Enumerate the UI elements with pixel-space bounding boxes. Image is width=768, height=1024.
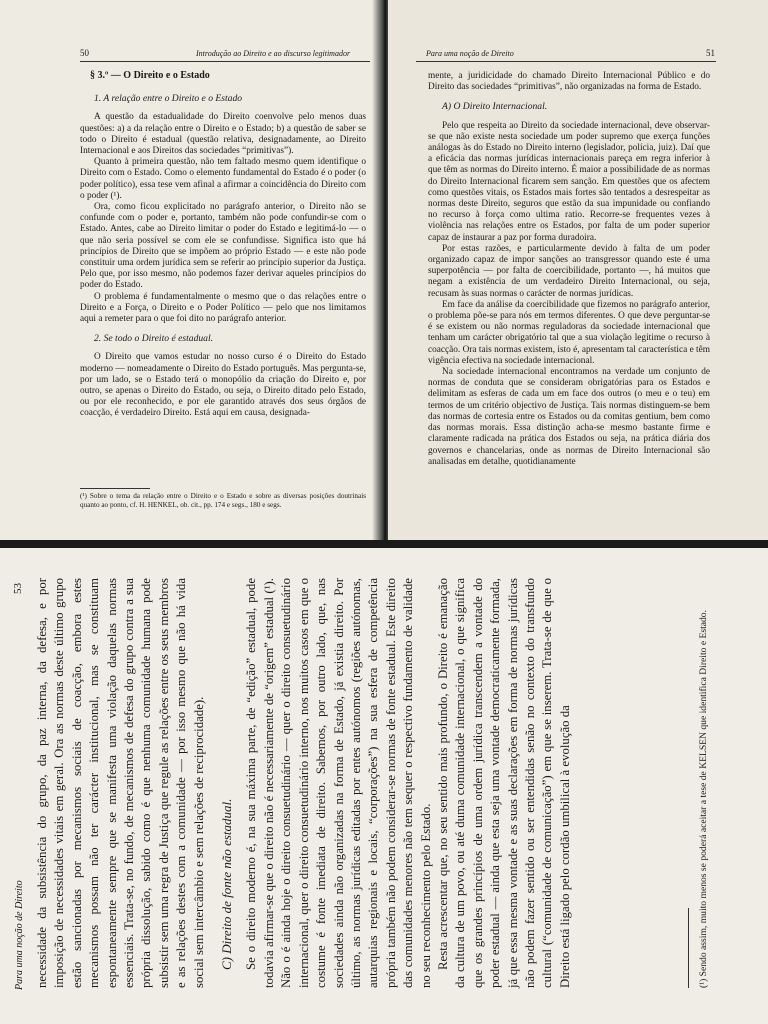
paragraph: A questão da estadualidade do Direito coenvolve pelo menos duas questões: a) a da relação entre o Direito e o Estado; b) a questão de saber se todo o Direito é estadual (questão relativa, designadamente, ao Direito Internacional e aos Direitos das sociedades “primitivas”).: [80, 112, 366, 157]
section-title: § 3.º — O Direito e o Estado: [90, 70, 210, 81]
running-head: Para uma noção de Direito: [14, 880, 25, 990]
footnote-rule: [80, 488, 150, 489]
page-number: 53: [12, 583, 24, 594]
header-rule: [80, 61, 370, 62]
paragraph: Por estas razões, e particularmente devido à falta de um poder organizado capaz de impor sanções ao transgressor quando este é uma superpotência — por falta de coercibilidade, portanto —, há muitos que negam a existência de um verdadeiro Direito Internacional, ou seja, recusam às suas normas o carácter de normas jurídicas.: [428, 243, 710, 299]
paragraph: Quanto à primeira questão, não tem faltado mesmo quem identifique o Direito com o Estado. Como o elemento fundamental do Estado é o poder (o poder político), essa tese vem afinal a afirmar a coincidência do Direito com o poder (¹).: [80, 157, 366, 201]
page-number: 50: [80, 48, 89, 58]
paragraph: mente, a juridicidade do chamado Direito Internacional Público e do Direito das sociedades “primitivas”, não organizadas na forma de Estado.: [428, 71, 710, 93]
text-column: [34, 578, 574, 988]
page-number: 51: [706, 48, 715, 58]
page-51: [388, 0, 768, 548]
subsection-title: A) O Direito Internacional.: [442, 101, 548, 113]
paragraph: Resta acrescentar que, no seu sentido mais profundo, o Direito é emanação da cultura de um povo, ou até duma comunidade internacional, o que significa que os grandes princípios de uma ordem jurídica transcendem a vontade do poder estadual — ainda que esta seja uma vontade democraticamente formada, já que essa mesma vontade e as suas declarações em forma de normas jurídicas não podem fazer sentido ou ser entendidas senão no contexto do transfundo cultural (“comunidade de comunicação”) em que se inserem. Trata-se de que o Direito está ligado pelo cordão umbilical à evolução da: [435, 578, 572, 988]
paragraph: Ora, como ficou explicitado no parágrafo anterior, o Direito não se confunde com o poder e, portanto, também não pode confundir-se com o Estado. Antes, cabe ao Direito limitar o poder do Estado e legitimá-lo — o que não seria possível se com ele se confundisse. Significa isto que há princípios de Direito que se impõem ao próprio Estado — e este não pode constituir uma ordem jurídica sem se referir ao princípio superior da Justiça. Pelo que, por isso mesmo, não podemos fazer derivar aqueles princípios do poder do Estado.: [80, 202, 366, 291]
subsection-title: 2. Se todo o Direito é estadual.: [94, 333, 214, 345]
text-column: [80, 70, 366, 420]
page-53: [0, 548, 768, 1024]
subsection-title: C) Direito de fonte não estadual.: [219, 798, 235, 970]
paragraph: Na sociedade internacional encontramos na verdade um conjunto de normas de conduta que se consideram obrigatórias para os Estados e delimitam as esferas de cada um em face dos outros (o meu e o teu) em termos de um critério objectivo de Justiça. Tais normas distinguem-se bem das normas de cortesia entre os Estados ou da comitas gentium, bem como das normas morais. Essa distinção acha-se mesmo bastante firme e claramente radicada na prática dos Estados ou seja, na prática diária dos governos e chancelarias, onde as normas de Direito Internacional são analisadas em detalhe, quotidianamente: [428, 367, 710, 467]
rotated-page: [0, 548, 768, 1024]
subsection-title: 1. A relação entre o Direito e o Estado: [94, 93, 243, 105]
paragraph: O Direito que vamos estudar no nosso curso é o Direito do Estado moderno — nomeadamente o Direito do Estado português. Mas pergunta-se, por um lado, se o Estado terá o monopólio da criação do Direito e, por outro, se apenas o Direito do Estado, ou seja, o Direito ditado pelo Estado, ou por ele reconhecido, e por ele garantido através dos seus órgãos de coacção, é verdadeiro Direito. Está aqui em causa, designada-: [80, 352, 366, 419]
footnote: (¹) Sendo assim, muito menos se poderá aceitar a tese de KELSEN que identifica Direito e Estado.: [698, 610, 709, 988]
header-rule: [416, 61, 716, 62]
paragraph: Pelo que respeita ao Direito da sociedade internacional, deve observar-se que não existe nesta sociedade um poder supremo que exerça funções análogas às do Estado no Direito interno (legislador, polícia, juiz). Daí que a eficácia das normas jurídicas internacionais pareça em regra inferior à que têm as normas do Direito interno. É maior a possibilidade de as normas do Direito Internacional ficarem sem sanção. Em questões que os afectem como questões vitais, os Estados mais fortes são tentados a desrespeitar as normas deste Direito, seguros que estão da sua impunidade ou confiando no recurso à força como ultima ratio. Recorre-se frequentes vezes à violência nas relações entre os Estados, por falta de um poder superior capaz de instaurar a paz por forma duradoira.: [428, 120, 710, 243]
text-column: [428, 71, 710, 468]
running-head: Introdução ao Direito e ao discurso legitimador: [196, 49, 351, 58]
paragraph: O problema é fundamentalmente o mesmo que o das relações entre o Direito e a Força, o Direito e o Poder Político — pelo que nos limitamos aqui a remeter para o que foi dito no parágrafo anterior.: [80, 291, 366, 325]
footnote-rule: [688, 908, 689, 988]
footnote: (¹) Sobre o tema da relação entre o Direito e o Estado e sobre as diversas posições doutrinais quanto ao ponto, cf. H. HENKEL, ob. cit., pp. 174 e segs., 180 e segs.: [80, 492, 366, 509]
paragraph: Em face da análise da coercibilidade que fizemos no parágrafo anterior, o problema põe-se para nós em termos diferentes. O que deve perguntar-se é se existem ou não normas reguladoras da sociedade internacional que tenham um carácter obrigatório tal que a sua violação legitime o recurso à coacção. Ora tais normas existem, isto é, apresentam tal característica e têm vigência efectiva na sociedade internacional.: [428, 299, 710, 366]
paragraph: Se o direito moderno é, na sua máxima parte, de “edição” estadual, pode todavia afirmar-se que o direito não é necessariamente de “origem” estadual (¹). Não o é ainda hoje o direito consuetudinário — quer o direito consuetudinário internacional, quer o direito consuetudinário interno, nos muitos casos em que o costume é fonte imediata de direito. Sabemos, por outro lado, que, nas sociedades ainda não organizadas na forma de Estado, já existia direito. Por último, as normas jurídicas editadas por entes autónomos (regiões autónomas, autarquias regionais e locais, “corporações”) na sua esfera de competência própria também não podem considerar-se normas de fonte estadual. Este direito das comunidades menores não tem sequer o respectivo fundamento de validade no seu reconhecimento pelo Estado.: [244, 578, 433, 988]
running-head: Para uma noção de Direito: [426, 49, 514, 58]
paragraph: necessidade da subsistência do grupo, da paz interna, da defesa, e por imposição de necessidades vitais em geral. Ora as normas deste último grupo estão sancionadas por mecanismos sociais de coacção, embora estes mecanismos possam não ter carácter institucional, mas se constituam espontaneamente sempre que se manifesta uma violação daquelas normas essenciais. Trata-se, no fundo, de mecanismos de defesa do grupo contra a sua própria dissolução, sabido como é que nenhuma comunidade humana pode subsistir sem uma regra de Justiça que regule as relações entre os seus membros e as relações destes com a comunidade — por isso mesmo que não há vida social sem intercâmbio e sem relações de reciprocidade).: [35, 578, 206, 988]
page-50: [0, 0, 384, 548]
